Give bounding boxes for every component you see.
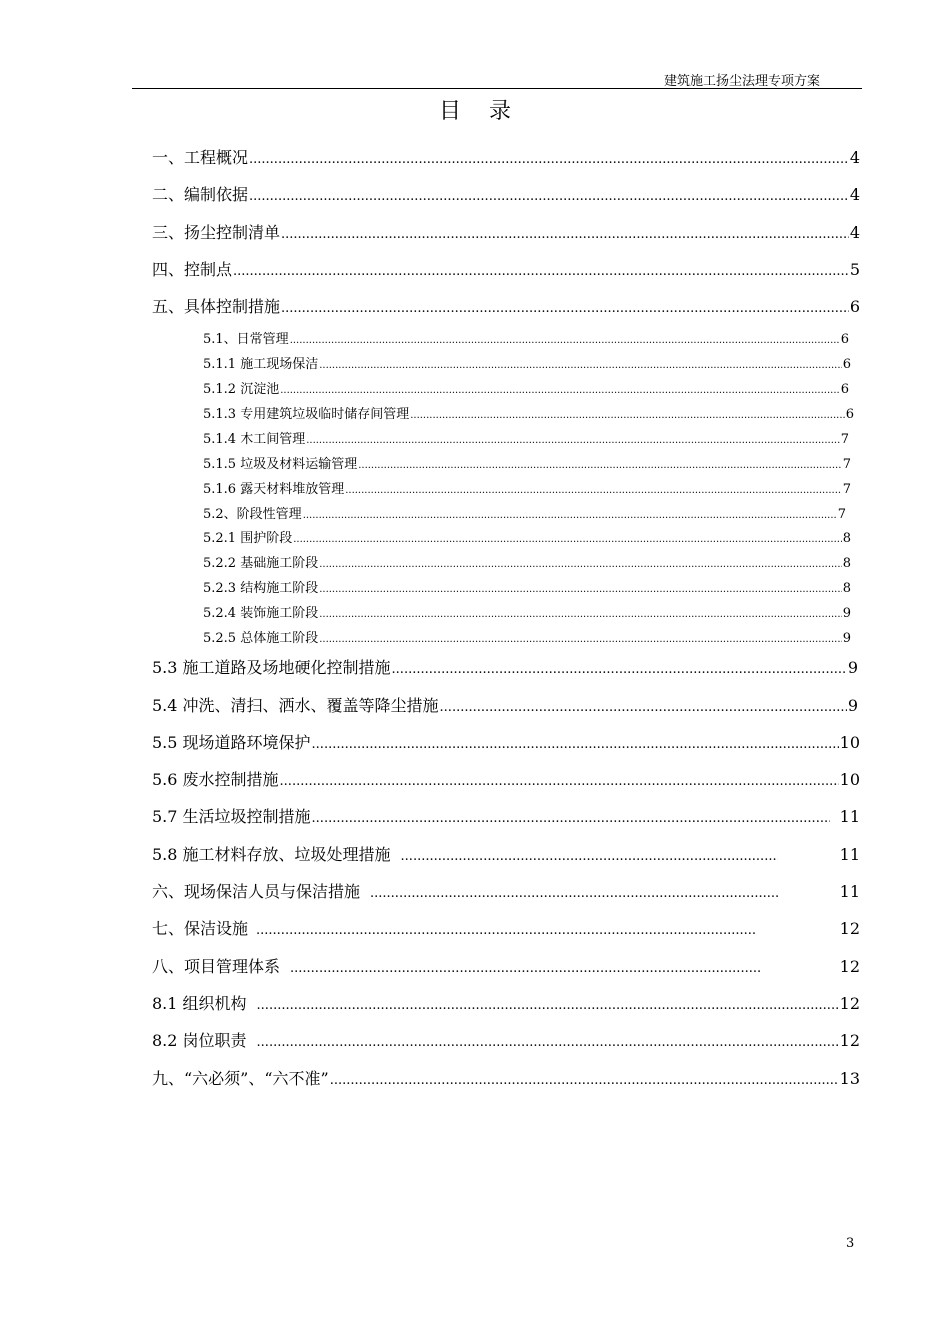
toc-entry-page: 7: [842, 457, 851, 472]
toc-leader-dots: [319, 555, 842, 574]
toc-entry[interactable]: [152, 993, 860, 1015]
toc-leader-dots: [358, 456, 842, 475]
toc-subentry[interactable]: [203, 331, 849, 349]
toc-leader-dots: [410, 406, 845, 425]
toc-entry[interactable]: [152, 881, 860, 903]
toc-entry[interactable]: [152, 806, 860, 828]
toc-entry-label: 一、工程概况: [152, 148, 249, 167]
toc-leader-dots: [257, 1030, 839, 1054]
toc-subentry[interactable]: [203, 506, 846, 524]
toc-leader-dots: [319, 605, 842, 624]
toc-subentry[interactable]: [203, 530, 851, 548]
toc-entry-label: 六、现场保洁人员与保洁措施: [152, 882, 361, 901]
toc-entry-label: 5.3 施工道路及场地硬化控制措施: [152, 658, 391, 677]
toc-leader-dots: [256, 920, 756, 943]
header-divider: [132, 88, 862, 89]
toc-subentry[interactable]: [203, 481, 851, 499]
toc-leader-dots: [281, 296, 849, 320]
toc-leader-dots: [290, 331, 840, 350]
toc-entry-label: 8.2 岗位职责: [152, 1031, 247, 1050]
toc-leader-dots: [319, 580, 842, 599]
toc-subentry[interactable]: [203, 555, 851, 573]
toc-entry-label: 5.1.6 露天材料堆放管理: [203, 482, 345, 497]
toc-entry[interactable]: [152, 769, 860, 791]
toc-entry-page: 6: [840, 332, 849, 347]
toc-entry-page: 9: [847, 696, 858, 715]
toc-entry-label: 八、项目管理体系: [152, 957, 281, 976]
toc-entry-page: 4: [849, 185, 860, 204]
toc-entry-page: 9: [842, 606, 851, 621]
toc-entry[interactable]: [152, 222, 860, 244]
toc-entry-page: 4: [849, 223, 860, 242]
toc-entry-page: 6: [840, 382, 849, 397]
toc-leader-dots: [306, 431, 840, 450]
toc-entry-label: 九、“六必须”、“六不准”: [152, 1069, 329, 1088]
page-number: 3: [846, 1236, 855, 1251]
toc-leader-dots: [293, 530, 842, 549]
toc-entry[interactable]: [152, 259, 860, 281]
toc-entry-label: 四、控制点: [152, 260, 233, 279]
toc-entry-label: 三、扬尘控制清单: [152, 223, 281, 242]
toc-entry-label: 5.1、日常管理: [203, 332, 289, 347]
toc-entry-page: 11: [839, 807, 860, 826]
toc-entry[interactable]: [152, 695, 858, 717]
toc-entry-label: 二、编制依据: [152, 185, 249, 204]
toc-subentry[interactable]: [203, 630, 851, 648]
toc-entry[interactable]: [152, 918, 860, 940]
toc-entry[interactable]: [152, 1030, 860, 1052]
toc-entry-page: 5: [849, 260, 860, 279]
toc-leader-dots: [401, 846, 778, 869]
toc-subentry[interactable]: [203, 381, 849, 399]
toc-entry-page: 12: [839, 994, 860, 1013]
toc-leader-dots: [303, 506, 837, 525]
toc-entry-label: 5.1.3 专用建筑垃圾临时储存间管理: [203, 407, 410, 422]
toc-title: 目录: [438, 99, 539, 124]
toc-entry[interactable]: [152, 732, 860, 754]
toc-entry[interactable]: [152, 956, 860, 978]
toc-entry-page: 6: [842, 357, 851, 372]
toc-entry-label: 5.2.3 结构施工阶段: [203, 581, 319, 596]
toc-entry-page: 4: [849, 148, 860, 167]
toc-subentry[interactable]: [203, 580, 851, 598]
toc-entry-page: 9: [847, 658, 858, 677]
toc-leader-dots: [319, 630, 842, 649]
toc-leader-dots: [312, 806, 830, 830]
toc-entry-page: 6: [845, 407, 854, 422]
toc-leader-dots: [290, 958, 762, 981]
toc-leader-dots: [233, 259, 849, 283]
toc-entry-label: 5.2.5 总体施工阶段: [203, 631, 319, 646]
toc-entry-page: 9: [842, 631, 851, 646]
toc-entry-page: 12: [839, 957, 860, 976]
toc-entry[interactable]: [152, 184, 860, 206]
toc-entry[interactable]: [152, 1068, 860, 1090]
toc-subentry[interactable]: [203, 456, 851, 474]
toc-entry[interactable]: [152, 147, 860, 169]
toc-entry-page: 11: [839, 882, 860, 901]
toc-leader-dots: [257, 993, 839, 1017]
toc-entry-page: 7: [837, 507, 846, 522]
toc-leader-dots: [330, 1068, 839, 1092]
toc-subentry[interactable]: [203, 605, 851, 623]
toc-entry-page: 13: [839, 1069, 860, 1088]
toc-leader-dots: [280, 381, 840, 400]
toc-entry-label: 七、保洁设施: [152, 919, 249, 938]
toc-entry-page: 10: [839, 770, 860, 789]
toc-leader-dots: [249, 147, 849, 171]
toc-entry-label: 5.2.2 基础施工阶段: [203, 556, 319, 571]
toc-entry-page: 7: [842, 482, 851, 497]
toc-entry-label: 5.4 冲洗、清扫、洒水、覆盖等降尘措施: [152, 696, 439, 715]
toc-entry[interactable]: [152, 657, 858, 679]
toc-entry-label: 5.2.4 装饰施工阶段: [203, 606, 319, 621]
toc-entry-page: 10: [839, 733, 860, 752]
toc-entry-page: 12: [839, 919, 860, 938]
toc-entry-label: 5.1.5 垃圾及材料运输管理: [203, 457, 358, 472]
toc-entry-label: 5.2.1 围护阶段: [203, 531, 293, 546]
running-header-title: 建筑施工扬尘法理专项方案: [663, 74, 820, 89]
toc-leader-dots: [281, 222, 849, 246]
toc-entry-label: 5.7 生活垃圾控制措施: [152, 807, 311, 826]
toc-subentry[interactable]: [203, 356, 851, 374]
toc-entry-label: 5.1.4 木工间管理: [203, 432, 306, 447]
toc-entry-page: 8: [842, 581, 851, 596]
toc-leader-dots: [440, 695, 847, 719]
toc-entry-page: 8: [842, 556, 851, 571]
toc-subentry[interactable]: [203, 406, 854, 424]
toc-leader-dots: [312, 732, 839, 756]
toc-entry-page: 6: [849, 297, 860, 316]
toc-entry-label: 5.5 现场道路环境保护: [152, 733, 311, 752]
toc-subentry[interactable]: [203, 431, 849, 449]
toc-entry-label: 5.1.1 施工现场保洁: [203, 357, 319, 372]
toc-leader-dots: [392, 657, 847, 681]
toc-entry-label: 8.1 组织机构: [152, 994, 247, 1013]
toc-entry[interactable]: [152, 296, 860, 318]
toc-entry-label: 5.8 施工材料存放、垃圾处理措施: [152, 845, 391, 864]
toc-leader-dots: [249, 184, 849, 208]
toc-entry-page: 11: [839, 845, 860, 864]
toc-entry-page: 7: [840, 432, 849, 447]
toc-leader-dots: [370, 883, 778, 906]
toc-entry-page: 12: [839, 1031, 860, 1050]
toc-entry-label: 5.6 废水控制措施: [152, 770, 279, 789]
toc-leader-dots: [319, 356, 842, 375]
toc-leader-dots: [345, 481, 842, 500]
toc-entry-label: 5.1.2 沉淀池: [203, 382, 280, 397]
toc-entry[interactable]: [152, 844, 860, 866]
toc-entry-page: 8: [842, 531, 851, 546]
toc-entry-label: 五、具体控制措施: [152, 297, 281, 316]
toc-leader-dots: [280, 769, 839, 793]
toc-entry-label: 5.2、阶段性管理: [203, 507, 302, 522]
